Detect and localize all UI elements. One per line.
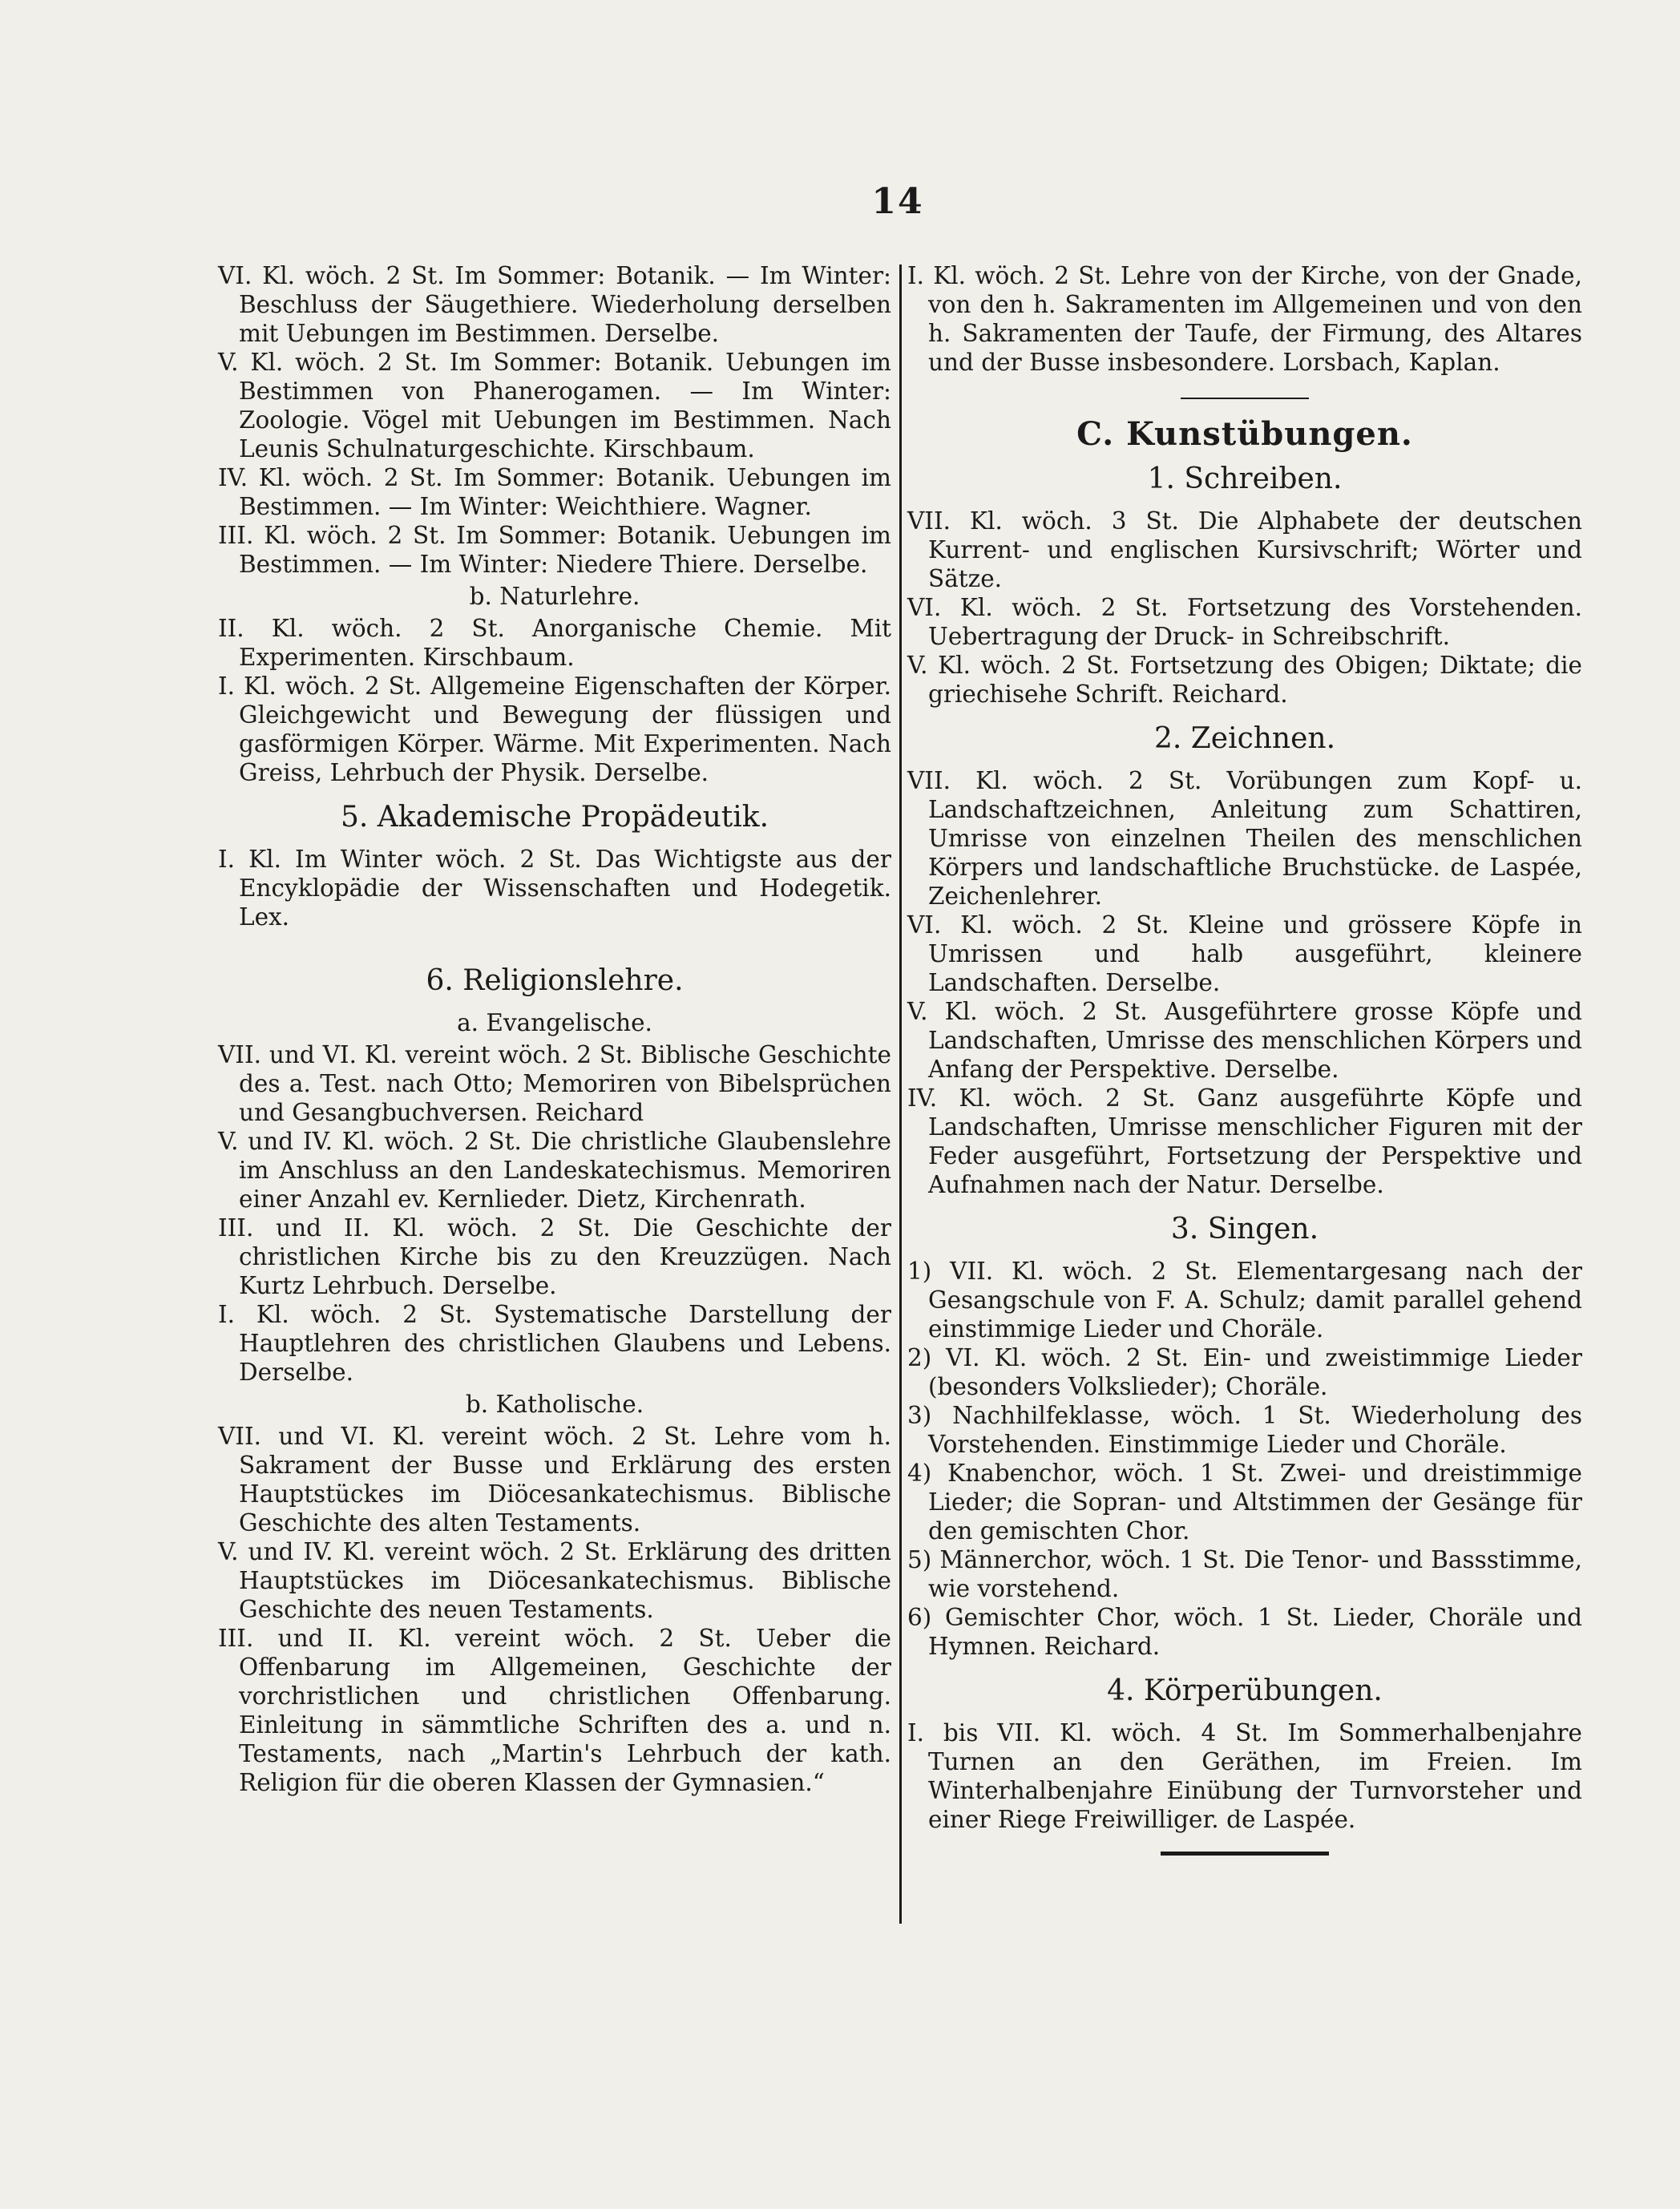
- column-divider: [899, 265, 902, 1924]
- heading-katholische: b. Katholische.: [465, 1391, 644, 1418]
- paragraph-kath-vii-vi: VII. und VI. Kl. vereint wöch. 2 St. Lehre vom h. Sakrament der Busse und Erklärung des ersten Hauptstückes im Diöcesankatechismus. Biblische Geschichte des alten Testaments.: [218, 1423, 891, 1537]
- paragraph-ev-v-iv: V. und IV. Kl. wöch. 2 St. Die christliche Glaubenslehre im Anschluss an den Landeskatechismus. Memoriren einer Anzahl ev. Kernlieder. Dietz, Kirchenrath.: [218, 1128, 891, 1213]
- paragraph-ev-iii-ii: III. und II. Kl. wöch. 2 St. Die Geschichte der christlichen Kirche bis zu den Kreuzzügen. Nach Kurtz Lehrbuch. Derselbe.: [218, 1214, 891, 1299]
- heading-naturlehre: b. Naturlehre.: [469, 583, 640, 610]
- paragraph-propaedeutik: I. Kl. Im Winter wöch. 2 St. Das Wichtigste aus der Encyklopädie der Wissenschaften und Hodegetik. Lex.: [218, 846, 891, 931]
- paragraph-singen-5: 5) Männerchor, wöch. 1 St. Die Tenor- und Bassstimme, wie vorstehend.: [907, 1546, 1582, 1602]
- paragraph-ev-vii-vi: VII. und VI. Kl. vereint wöch. 2 St. Biblische Geschichte des a. Test. nach Otto; Memoriren von Bibelsprüchen und Gesangbuchversen. Reichard: [218, 1041, 891, 1126]
- paragraph-schreiben-vii: VII. Kl. wöch. 3 St. Die Alphabete der deutschen Kurrent- und englischen Kursivschrift; Wörter und Sätze.: [907, 507, 1582, 592]
- heading-evangelische: a. Evangelische.: [457, 1009, 652, 1036]
- paragraph-kath-v-iv: V. und IV. Kl. vereint wöch. 2 St. Erklärung des dritten Hauptstückes im Diöcesankatechismus. Biblische Geschichte des neuen Testaments.: [218, 1538, 891, 1623]
- paragraph-singen-6: 6) Gemischter Chor, wöch. 1 St. Lieder, Choräle und Hymnen. Reichard.: [907, 1604, 1582, 1660]
- right-column: [907, 261, 1582, 1856]
- paragraph-ev-i: I. Kl. wöch. 2 St. Systematische Darstellung der Hauptlehren des christlichen Glaubens und Lebens. Derselbe.: [218, 1301, 891, 1386]
- paragraph-zeichnen-vii: VII. Kl. wöch. 2 St. Vorübungen zum Kopf- u. Landschaftzeichnen, Anleitung zum Schattiren, Umrisse von einzelnen Theilen des menschlichen Körpers und landschaftliche Bruchstücke. de Laspée, Zeichenlehrer.: [907, 767, 1582, 910]
- page-number: 14: [871, 181, 924, 222]
- paragraph-zeichnen-iv: IV. Kl. wöch. 2 St. Ganz ausgeführte Köpfe und Landschaften, Umrisse menschlicher Figuren mit der Feder ausgeführt, Fortsetzung der Perspektive und Aufnahmen nach der Natur. Derselbe.: [907, 1084, 1582, 1198]
- paragraph-chemie-ii: II. Kl. wöch. 2 St. Anorganische Chemie. Mit Experimenten. Kirschbaum.: [218, 615, 891, 671]
- heading-singen: 3. Singen.: [1170, 1213, 1319, 1246]
- end-rule: [1161, 1852, 1329, 1856]
- heading-kunstuebungen: C. Kunstübungen.: [1076, 415, 1413, 453]
- paragraph-botanik-iv: IV. Kl. wöch. 2 St. Im Sommer: Botanik. Uebungen im Bestimmen. — Im Winter: Weichthiere. Wagner.: [218, 464, 891, 520]
- paragraph-singen-2: 2) VI. Kl. wöch. 2 St. Ein- und zweistimmige Lieder (besonders Volkslieder); Choräle.: [907, 1344, 1582, 1400]
- paragraph-kath-iii-ii: III. und II. Kl. vereint wöch. 2 St. Ueber die Offenbarung im Allgemeinen, Geschichte der vorchristlichen und christlichen Offenbarung. Einleitung in sämmtliche Schriften des a. und n. Testaments, nach „Martin's Lehrbuch der kath. Religion für die oberen Klassen der Gymnasien.“: [218, 1625, 891, 1796]
- paragraph-zeichnen-vi: VI. Kl. wöch. 2 St. Kleine und grössere Köpfe in Umrissen und halb ausgeführt, kleinere Landschaften. Derselbe.: [907, 911, 1582, 996]
- heading-koerperuebungen: 4. Körperübungen.: [1107, 1674, 1383, 1707]
- paragraph-singen-1: 1) VII. Kl. wöch. 2 St. Elementargesang nach der Gesangschule von F. A. Schulz; damit parallel gehend einstimmige Lieder und Choräle.: [907, 1258, 1582, 1343]
- paragraph-botanik-iii: III. Kl. wöch. 2 St. Im Sommer: Botanik. Uebungen im Bestimmen. — Im Winter: Niedere Thiere. Derselbe.: [218, 522, 891, 578]
- paragraph-singen-4: 4) Knabenchor, wöch. 1 St. Zwei- und dreistimmige Lieder; die Sopran- und Altstimmen der Gesänge für den gemischten Chor.: [907, 1460, 1582, 1545]
- left-column: [218, 261, 891, 1797]
- paragraph-kath-i: I. Kl. wöch. 2 St. Lehre von der Kirche, von der Gnade, von den h. Sakramenten im Allgemeinen und von den h. Sakramenten der Taufe, der Firmung, des Altares und der Busse insbesondere. Lorsbach, Kaplan.: [907, 262, 1582, 376]
- heading-zeichnen: 2. Zeichnen.: [1153, 722, 1336, 755]
- paragraph-turnen: I. bis VII. Kl. wöch. 4 St. Im Sommerhalbenjahre Turnen an den Geräthen, im Freien. Im Winterhalbenjahre Einübung der Turnvorsteher und einer Riege Freiwilliger. de Laspée.: [907, 1719, 1582, 1833]
- paragraph-physik-i: I. Kl. wöch. 2 St. Allgemeine Eigenschaften der Körper. Gleichgewicht und Bewegung der flüssigen und gasförmigen Körper. Wärme. Mit Experimenten. Nach Greiss, Lehrbuch der Physik. Derselbe.: [218, 672, 891, 786]
- paragraph-singen-3: 3) Nachhilfeklasse, wöch. 1 St. Wiederholung des Vorstehenden. Einstimmige Lieder und Choräle.: [907, 1402, 1582, 1458]
- section-divider: [1181, 398, 1309, 399]
- paragraph-schreiben-v: V. Kl. wöch. 2 St. Fortsetzung des Obigen; Diktate; die griechisehe Schrift. Reichard.: [907, 652, 1582, 708]
- paragraph-schreiben-vi: VI. Kl. wöch. 2 St. Fortsetzung des Vorstehenden. Uebertragung der Druck- in Schreibschrift.: [907, 594, 1582, 650]
- heading-religionslehre: 6. Religionslehre.: [426, 964, 684, 997]
- heading-propaedeutik: 5. Akademische Propädeutik.: [340, 801, 769, 834]
- paragraph-botanik-vi: VI. Kl. wöch. 2 St. Im Sommer: Botanik. — Im Winter: Beschluss der Säugethiere. Wiederholung derselben mit Uebungen im Bestimmen. Derselbe.: [218, 262, 891, 347]
- heading-schreiben: 1. Schreiben.: [1147, 462, 1343, 495]
- paragraph-botanik-v: V. Kl. wöch. 2 St. Im Sommer: Botanik. Uebungen im Bestimmen von Phanerogamen. — Im Winter: Zoologie. Vögel mit Uebungen im Bestimmen. Nach Leunis Schulnaturgeschichte. Kirschbaum.: [218, 349, 891, 462]
- paragraph-zeichnen-v: V. Kl. wöch. 2 St. Ausgeführtere grosse Köpfe und Landschaften, Umrisse des menschlichen Körpers und Anfang der Perspektive. Derselbe.: [907, 998, 1582, 1083]
